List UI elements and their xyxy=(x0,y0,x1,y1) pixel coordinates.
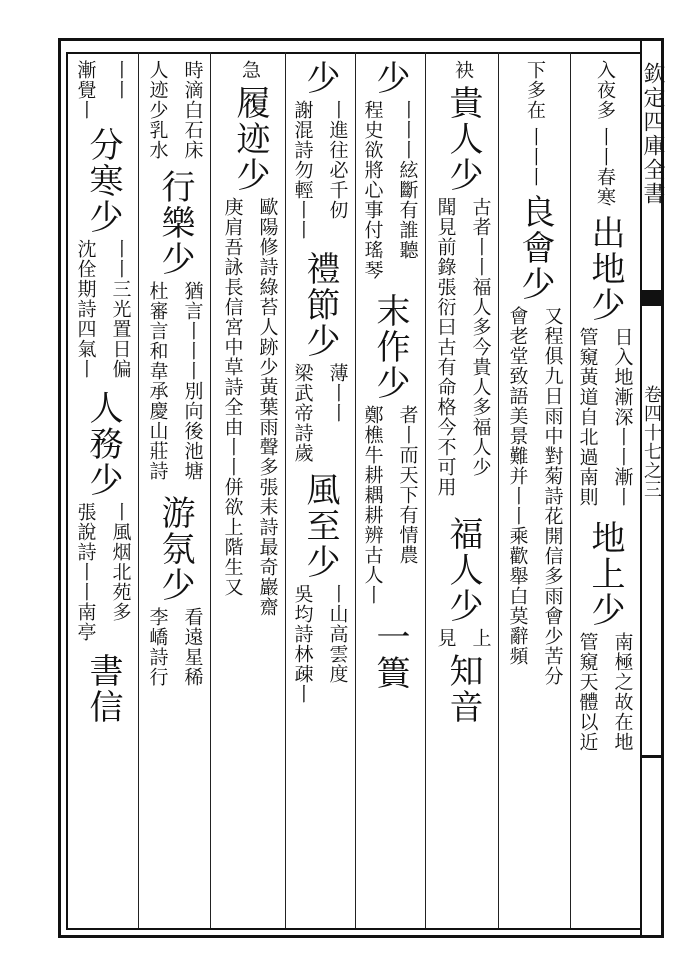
column-rule xyxy=(210,52,211,928)
annotation-line: 管窺天體以近 xyxy=(576,632,599,752)
annotation-line: 管窺黃道自北過南則 xyxy=(576,327,599,507)
annotation-line: 急 xyxy=(239,60,261,80)
annotation-line: 入夜多 xyxy=(594,60,616,120)
entry-heading: 分寒少 xyxy=(83,127,123,235)
annotation-line: 丨風烟北苑多 xyxy=(109,502,132,622)
annotation-line: 李嶠詩行 xyxy=(146,607,169,687)
text-column xyxy=(215,60,285,928)
annotation-line: 又程俱九日雨中對菊詩花開信多雨會少苦分 xyxy=(541,306,564,686)
entry-heading: 書信 xyxy=(83,653,123,725)
annotation-line: 丨進往必千仞 xyxy=(326,100,349,220)
annotation-line: 人迹少乳水 xyxy=(146,60,169,160)
book-title: 欽定四庫全書 xyxy=(640,62,665,206)
annotation-line: 丨丨三光置日偏 xyxy=(109,239,132,379)
column-rule xyxy=(498,52,499,928)
annotation-line: 南極之故在地 xyxy=(611,632,634,752)
annotation-line: 時滴白石床 xyxy=(181,60,204,160)
annotation-line: 見 xyxy=(434,628,457,648)
annotation-line: 丨丨丨絃斷有誰聽 xyxy=(396,100,419,260)
entry-heading: 知音 xyxy=(443,653,483,725)
annotation-line: 日入地漸深丨丨漸丨 xyxy=(611,327,634,507)
entry-heading: 禮節少 xyxy=(300,251,340,359)
text-column xyxy=(140,60,210,928)
entry-heading: 行樂少 xyxy=(155,169,195,277)
column-rule xyxy=(138,52,139,928)
text-column xyxy=(285,60,355,928)
annotation-line: 庚肩吾詠長信宮中草詩全由丨丨併欲上階生又 xyxy=(221,197,244,597)
annotation-line: 上 xyxy=(469,628,492,648)
entry-heading: 末作少 xyxy=(370,293,410,401)
annotation-line: 猶言丨丨丨別向後池塘 xyxy=(181,281,204,481)
volume-label: 卷四十七之三 xyxy=(641,385,662,499)
entry-heading: 游氛少 xyxy=(155,495,195,603)
annotation-line: 丨丨春寒 xyxy=(594,127,616,207)
annotation-line: 程史欲將心事付瑤琴 xyxy=(361,100,384,280)
annotation-line: 丨丨丨 xyxy=(524,127,546,187)
annotation-line: 古者丨丨福人多今貴人多福人少 xyxy=(469,197,492,477)
entry-heading: 少 xyxy=(300,60,340,96)
entry-heading: 少 xyxy=(370,60,410,96)
annotation-line: 聞見前錄張衍曰古有命格今不可用 xyxy=(434,197,457,497)
annotation-line: 薄丨丨 xyxy=(326,363,349,423)
annotation-line: 會老堂致語美景難并丨丨乘歡舉白莫辭頻 xyxy=(506,306,529,666)
annotation-line: 袂 xyxy=(452,60,474,80)
text-column xyxy=(570,60,640,928)
annotation-line: 梁武帝詩歲 xyxy=(291,363,314,463)
annotation-line: 者丨而天下有情農 xyxy=(396,405,419,565)
entry-heading: 一簣 xyxy=(370,619,410,691)
entry-heading: 履迹少 xyxy=(230,85,270,193)
column-rule xyxy=(425,52,426,928)
entry-heading: 地上少 xyxy=(585,520,625,628)
annotation-line: 杜審言和韋承慶山莊詩 xyxy=(146,281,169,481)
entry-heading: 良會少 xyxy=(515,194,555,302)
annotation-line: 鄭樵牛耕耦耕辨古人丨 xyxy=(361,405,384,605)
annotation-line: 張說詩丨丨南亭 xyxy=(74,502,97,642)
entry-heading: 出地少 xyxy=(585,215,625,323)
annotation-line: 謝混詩勿輕丨丨 xyxy=(291,100,314,240)
annotation-line: 沈佺期詩四氣丨 xyxy=(74,239,97,379)
fish-tail-mark xyxy=(640,290,664,306)
entry-heading: 貴人少 xyxy=(443,85,483,193)
annotation-line: 歐陽修詩綠苔人跡少黃葉雨聲多張耒詩最奇巖齋 xyxy=(256,197,279,617)
text-column xyxy=(68,60,138,928)
text-column xyxy=(355,60,425,928)
text-column xyxy=(428,60,498,928)
annotation-line: 吳均詩林疎丨 xyxy=(291,584,314,704)
text-column xyxy=(500,60,570,928)
fish-tail-line xyxy=(640,755,664,758)
annotation-line: 下多在 xyxy=(524,60,546,120)
annotation-line: 丨山高雲度 xyxy=(326,584,349,684)
annotation-line: 漸覺丨 xyxy=(74,60,97,120)
annotation-line: 看遠星稀 xyxy=(181,607,204,687)
annotation-line: 丨丨 xyxy=(109,60,132,100)
entry-heading: 福人少 xyxy=(443,516,483,624)
entry-heading: 風至少 xyxy=(300,472,340,580)
entry-heading: 人務少 xyxy=(83,390,123,498)
